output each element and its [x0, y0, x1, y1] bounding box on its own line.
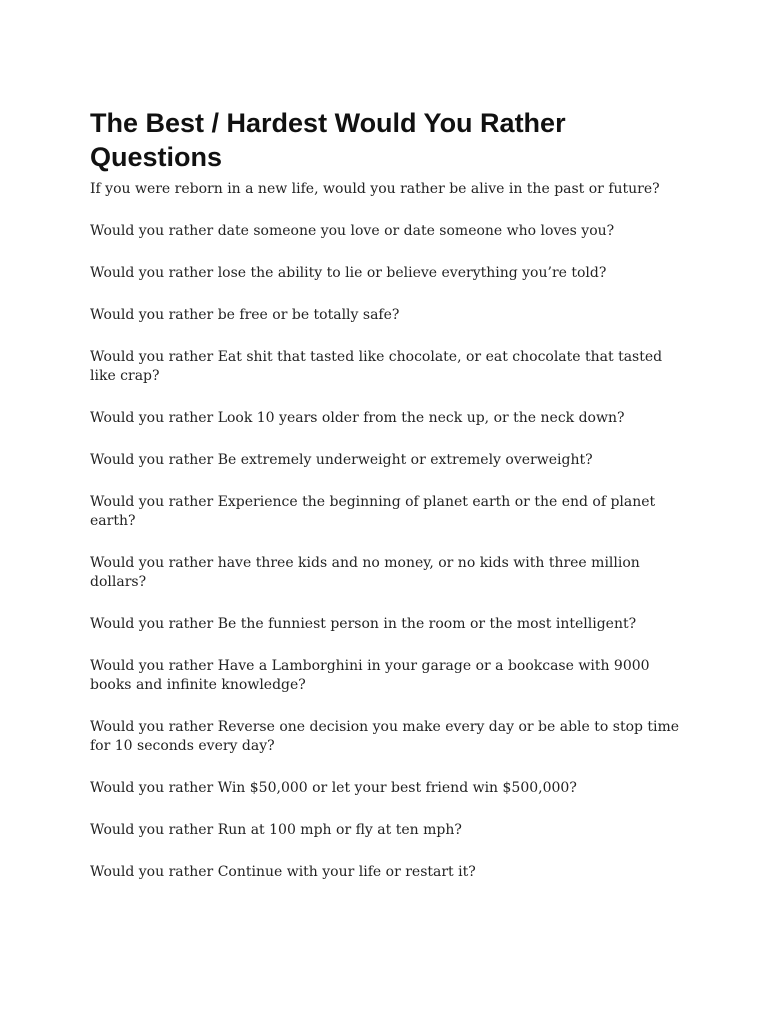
question-item: Would you rather date someone you love or date someone who loves you?	[90, 223, 615, 239]
question-item: Would you rather have three kids and no money, or no kids with three million dollars?	[90, 555, 640, 590]
question-item: Would you rather lose the ability to lie or believe everything you’re told?	[90, 265, 607, 281]
question-item: Would you rather Run at 100 mph or fly at ten mph?	[90, 822, 462, 838]
question-item: Would you rather Have a Lamborghini in your garage or a bookcase with 9000 books and infinite knowledge?	[90, 658, 650, 693]
question-item: Would you rather Reverse one decision you make every day or be able to stop time for 10 seconds every day?	[90, 719, 680, 754]
question-item: Would you rather Win $50,000 or let your best friend win $500,000?	[90, 780, 577, 796]
question-item: Would you rather Look 10 years older from the neck up, or the neck down?	[90, 410, 625, 426]
question-item: Would you rather Be extremely underweight or extremely overweight?	[90, 452, 593, 468]
question-list	[90, 180, 680, 882]
page-title: The Best / Hardest Would You Rather Questions	[90, 108, 566, 172]
question-item: Would you rather be free or be totally safe?	[90, 307, 400, 323]
question-item: Would you rather Experience the beginning of planet earth or the end of planet earth?	[90, 494, 656, 529]
question-item: If you were reborn in a new life, would you rather be alive in the past or future?	[90, 181, 660, 197]
question-item: Would you rather Eat shit that tasted like chocolate, or eat chocolate that tasted like crap?	[90, 349, 663, 384]
question-item: Would you rather Continue with your life or restart it?	[90, 864, 476, 880]
document-page	[90, 106, 680, 905]
question-item: Would you rather Be the funniest person in the room or the most intelligent?	[90, 616, 637, 632]
